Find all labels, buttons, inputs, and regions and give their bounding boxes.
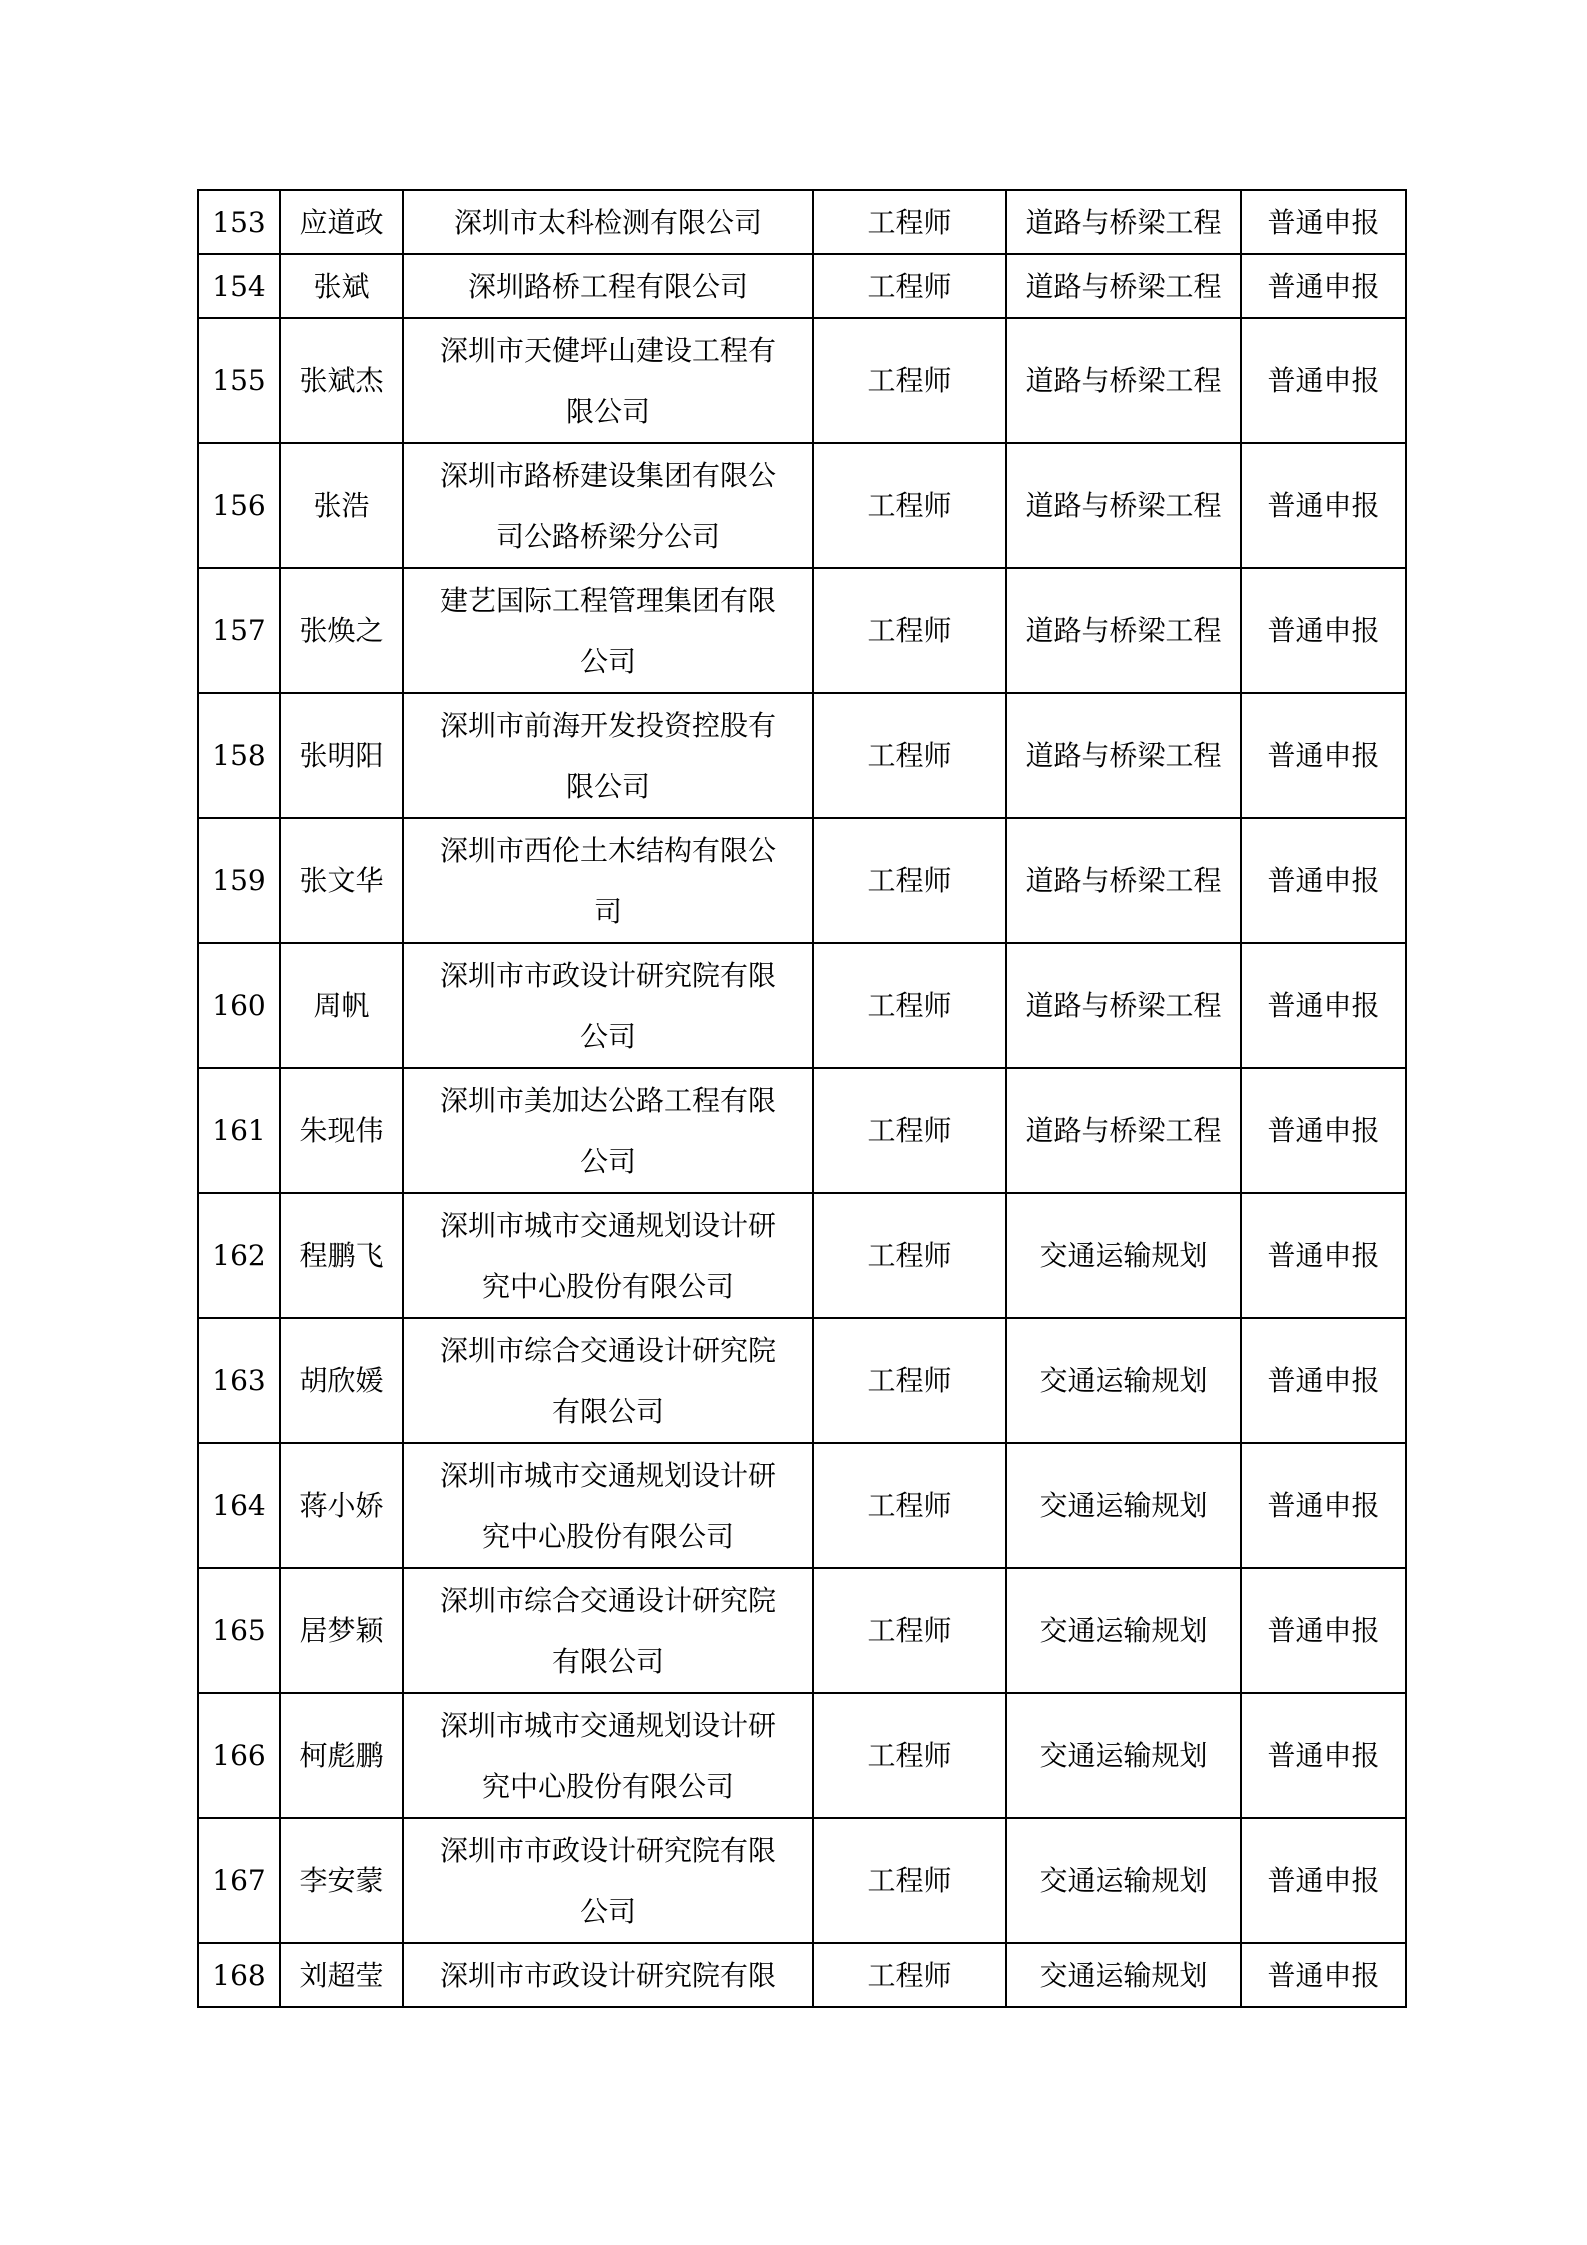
specialty-cell: 交通运输规划 (1006, 1693, 1241, 1818)
method-cell: 普通申报 (1241, 1943, 1406, 2007)
title-cell: 工程师 (813, 693, 1006, 818)
method-cell: 普通申报 (1241, 1693, 1406, 1818)
serial-number-cell: 165 (198, 1568, 280, 1693)
serial-number-cell: 167 (198, 1818, 280, 1943)
title-cell: 工程师 (813, 318, 1006, 443)
name-cell: 张文华 (280, 818, 403, 943)
name-cell: 蒋小娇 (280, 1443, 403, 1568)
title-cell: 工程师 (813, 1818, 1006, 1943)
table-row (198, 254, 1406, 318)
title-cell: 工程师 (813, 443, 1006, 568)
serial-number-cell: 166 (198, 1693, 280, 1818)
table-row (198, 1943, 1406, 2007)
company-cell: 深圳市城市交通规划设计研究中心股份有限公司 (403, 1443, 813, 1568)
table-row (198, 443, 1406, 568)
method-cell: 普通申报 (1241, 1068, 1406, 1193)
method-cell: 普通申报 (1241, 943, 1406, 1068)
serial-number-cell: 154 (198, 254, 280, 318)
specialty-cell: 道路与桥梁工程 (1006, 254, 1241, 318)
name-cell: 张斌杰 (280, 318, 403, 443)
name-cell: 柯彪鹏 (280, 1693, 403, 1818)
table-row (198, 818, 1406, 943)
specialty-cell: 道路与桥梁工程 (1006, 943, 1241, 1068)
title-cell: 工程师 (813, 1943, 1006, 2007)
company-cell: 深圳市综合交通设计研究院有限公司 (403, 1568, 813, 1693)
method-cell: 普通申报 (1241, 318, 1406, 443)
company-cell: 深圳市前海开发投资控股有限公司 (403, 693, 813, 818)
company-cell: 深圳市路桥建设集团有限公司公路桥梁分公司 (403, 443, 813, 568)
table-row (198, 568, 1406, 693)
method-cell: 普通申报 (1241, 693, 1406, 818)
name-cell: 居梦颖 (280, 1568, 403, 1693)
name-cell: 程鹏飞 (280, 1193, 403, 1318)
serial-number-cell: 163 (198, 1318, 280, 1443)
serial-number-cell: 162 (198, 1193, 280, 1318)
serial-number-cell: 157 (198, 568, 280, 693)
table-row (198, 190, 1406, 254)
table-row (198, 1443, 1406, 1568)
company-cell: 深圳市城市交通规划设计研究中心股份有限公司 (403, 1693, 813, 1818)
specialty-cell: 道路与桥梁工程 (1006, 818, 1241, 943)
method-cell: 普通申报 (1241, 443, 1406, 568)
name-cell: 胡欣媛 (280, 1318, 403, 1443)
company-cell: 深圳路桥工程有限公司 (403, 254, 813, 318)
method-cell: 普通申报 (1241, 1443, 1406, 1568)
method-cell: 普通申报 (1241, 568, 1406, 693)
specialty-cell: 交通运输规划 (1006, 1943, 1241, 2007)
name-cell: 张斌 (280, 254, 403, 318)
serial-number-cell: 159 (198, 818, 280, 943)
name-cell: 张浩 (280, 443, 403, 568)
title-cell: 工程师 (813, 1193, 1006, 1318)
company-cell: 深圳市市政设计研究院有限 (403, 1943, 813, 2007)
name-cell: 周帆 (280, 943, 403, 1068)
title-cell: 工程师 (813, 568, 1006, 693)
table-row (198, 693, 1406, 818)
serial-number-cell: 153 (198, 190, 280, 254)
company-cell: 深圳市城市交通规划设计研究中心股份有限公司 (403, 1193, 813, 1318)
specialty-cell: 道路与桥梁工程 (1006, 190, 1241, 254)
table-row (198, 318, 1406, 443)
specialty-cell: 交通运输规划 (1006, 1818, 1241, 1943)
company-cell: 深圳市市政设计研究院有限公司 (403, 943, 813, 1068)
table-row (198, 1693, 1406, 1818)
company-cell: 建艺国际工程管理集团有限公司 (403, 568, 813, 693)
specialty-cell: 交通运输规划 (1006, 1193, 1241, 1318)
method-cell: 普通申报 (1241, 190, 1406, 254)
name-cell: 朱现伟 (280, 1068, 403, 1193)
method-cell: 普通申报 (1241, 1193, 1406, 1318)
specialty-cell: 道路与桥梁工程 (1006, 568, 1241, 693)
title-cell: 工程师 (813, 1693, 1006, 1818)
name-cell: 李安蒙 (280, 1818, 403, 1943)
table-row (198, 1818, 1406, 1943)
method-cell: 普通申报 (1241, 1318, 1406, 1443)
table-row (198, 1318, 1406, 1443)
roster-table (197, 189, 1407, 2008)
method-cell: 普通申报 (1241, 818, 1406, 943)
title-cell: 工程师 (813, 943, 1006, 1068)
specialty-cell: 道路与桥梁工程 (1006, 1068, 1241, 1193)
company-cell: 深圳市美加达公路工程有限公司 (403, 1068, 813, 1193)
company-cell: 深圳市天健坪山建设工程有限公司 (403, 318, 813, 443)
title-cell: 工程师 (813, 254, 1006, 318)
name-cell: 应道政 (280, 190, 403, 254)
serial-number-cell: 160 (198, 943, 280, 1068)
table-row (198, 943, 1406, 1068)
company-cell: 深圳市综合交通设计研究院有限公司 (403, 1318, 813, 1443)
method-cell: 普通申报 (1241, 254, 1406, 318)
specialty-cell: 道路与桥梁工程 (1006, 318, 1241, 443)
serial-number-cell: 168 (198, 1943, 280, 2007)
company-cell: 深圳市市政设计研究院有限公司 (403, 1818, 813, 1943)
specialty-cell: 道路与桥梁工程 (1006, 693, 1241, 818)
name-cell: 张焕之 (280, 568, 403, 693)
specialty-cell: 交通运输规划 (1006, 1318, 1241, 1443)
title-cell: 工程师 (813, 1318, 1006, 1443)
title-cell: 工程师 (813, 1068, 1006, 1193)
serial-number-cell: 161 (198, 1068, 280, 1193)
method-cell: 普通申报 (1241, 1568, 1406, 1693)
company-cell: 深圳市太科检测有限公司 (403, 190, 813, 254)
name-cell: 刘超莹 (280, 1943, 403, 2007)
title-cell: 工程师 (813, 1443, 1006, 1568)
title-cell: 工程师 (813, 818, 1006, 943)
table-row (198, 1568, 1406, 1693)
specialty-cell: 道路与桥梁工程 (1006, 443, 1241, 568)
specialty-cell: 交通运输规划 (1006, 1443, 1241, 1568)
title-cell: 工程师 (813, 190, 1006, 254)
company-cell: 深圳市西伦土木结构有限公司 (403, 818, 813, 943)
serial-number-cell: 164 (198, 1443, 280, 1568)
method-cell: 普通申报 (1241, 1818, 1406, 1943)
serial-number-cell: 156 (198, 443, 280, 568)
name-cell: 张明阳 (280, 693, 403, 818)
serial-number-cell: 158 (198, 693, 280, 818)
table-row (198, 1193, 1406, 1318)
specialty-cell: 交通运输规划 (1006, 1568, 1241, 1693)
serial-number-cell: 155 (198, 318, 280, 443)
title-cell: 工程师 (813, 1568, 1006, 1693)
table-row (198, 1068, 1406, 1193)
